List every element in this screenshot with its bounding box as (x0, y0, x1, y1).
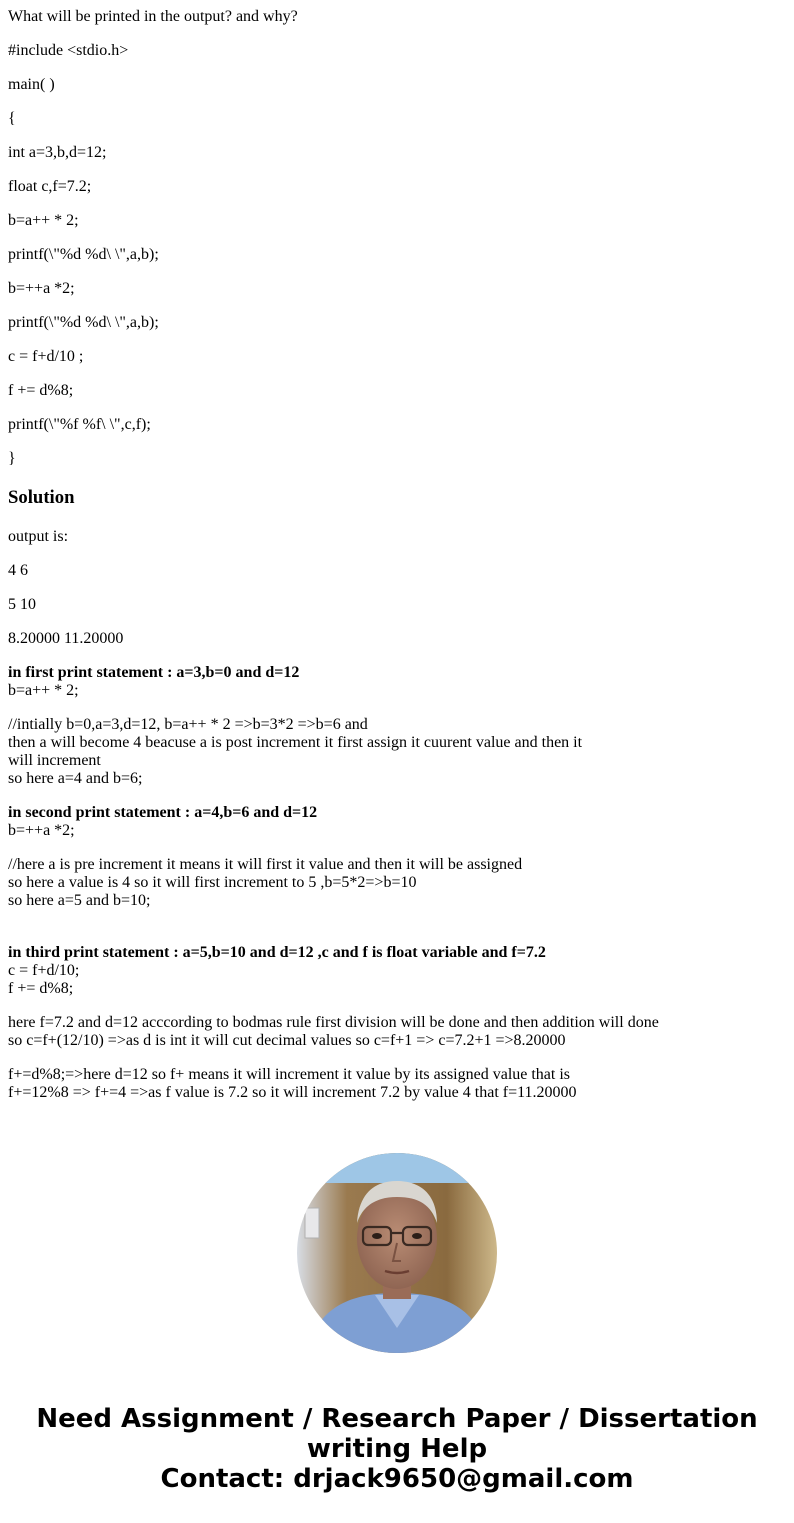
contact-email: Contact: drjack9650@gmail.com (160, 1464, 634, 1494)
second-explain-line: so here a=5 and b=10; (8, 892, 151, 909)
first-explain-line: //intially b=0,a=3,d=12, b=a++ * 2 =>b=3*2 =>b=6 and (8, 716, 368, 733)
output-line: 8.20000 11.20000 (8, 630, 124, 647)
third-explain-line: so c=f+(12/10) =>as d is int it will cut decimal values so c=f+1 => c=7.2+1 =>8.20000 (8, 1032, 566, 1049)
code-line: printf(\"%f %f\ \",c,f); (8, 416, 151, 433)
first-explain-line: then a will become 4 beacuse a is post increment it first assign it cuurent value and then it (8, 734, 583, 751)
portrait-image (297, 1153, 497, 1353)
output-line: 4 6 (8, 562, 28, 579)
banner-line: Need Assignment / Research Paper / Dissertation (36, 1404, 758, 1434)
third-explain-line: here f=7.2 and d=12 acccording to bodmas rule first division will be done and then addition will done (8, 1014, 659, 1031)
banner-line: writing Help (306, 1434, 488, 1464)
code-line: { (8, 110, 16, 127)
third-explain-line: f+=12%8 => f+=4 =>as f value is 7.2 so it will increment 7.2 by value 4 that f=11.20000 (8, 1084, 577, 1101)
question-prompt: What will be printed in the output? and why? (8, 8, 298, 25)
second-explain-line: so here a value is 4 so it will first increment to 5 ,b=5*2=>b=10 (8, 874, 417, 891)
code-line: main( ) (8, 76, 55, 93)
third-explain-line: f+=d%8;=>here d=12 so f+ means it will increment it value by its assigned value that is (8, 1066, 571, 1083)
code-line: printf(\"%d %d\ \",a,b); (8, 246, 159, 263)
output-label: output is: (8, 528, 69, 545)
code-line: float c,f=7.2; (8, 178, 92, 195)
code-line: b=++a *2; (8, 280, 75, 297)
second-explain-line: //here a is pre increment it means it will first it value and then it will be assigned (8, 856, 523, 873)
third-statement-heading: in third print statement : a=5,b=10 and d=12 ,c and f is float variable and f=7.2 (8, 944, 546, 961)
code-line: c = f+d/10 ; (8, 348, 84, 365)
first-explain-line: so here a=4 and b=6; (8, 770, 143, 787)
third-statement-code: f += d%8; (8, 980, 74, 997)
solution-heading: Solution (8, 487, 75, 508)
code-line: #include <stdio.h> (8, 42, 129, 59)
output-line: 5 10 (8, 596, 36, 613)
code-line: int a=3,b,d=12; (8, 144, 107, 161)
code-line: printf(\"%d %d\ \",a,b); (8, 314, 159, 331)
code-line: } (8, 450, 16, 467)
first-explain-line: will increment (8, 752, 101, 769)
assignment-help-banner (0, 1404, 794, 1494)
first-statement-code: b=a++ * 2; (8, 682, 79, 699)
code-line: b=a++ * 2; (8, 212, 79, 229)
code-line: f += d%8; (8, 382, 74, 399)
author-avatar (297, 1153, 497, 1353)
second-statement-code: b=++a *2; (8, 822, 75, 839)
second-statement-heading: in second print statement : a=4,b=6 and d=12 (8, 804, 318, 821)
first-statement-heading: in first print statement : a=3,b=0 and d=12 (8, 664, 300, 681)
third-statement-code: c = f+d/10; (8, 962, 80, 979)
